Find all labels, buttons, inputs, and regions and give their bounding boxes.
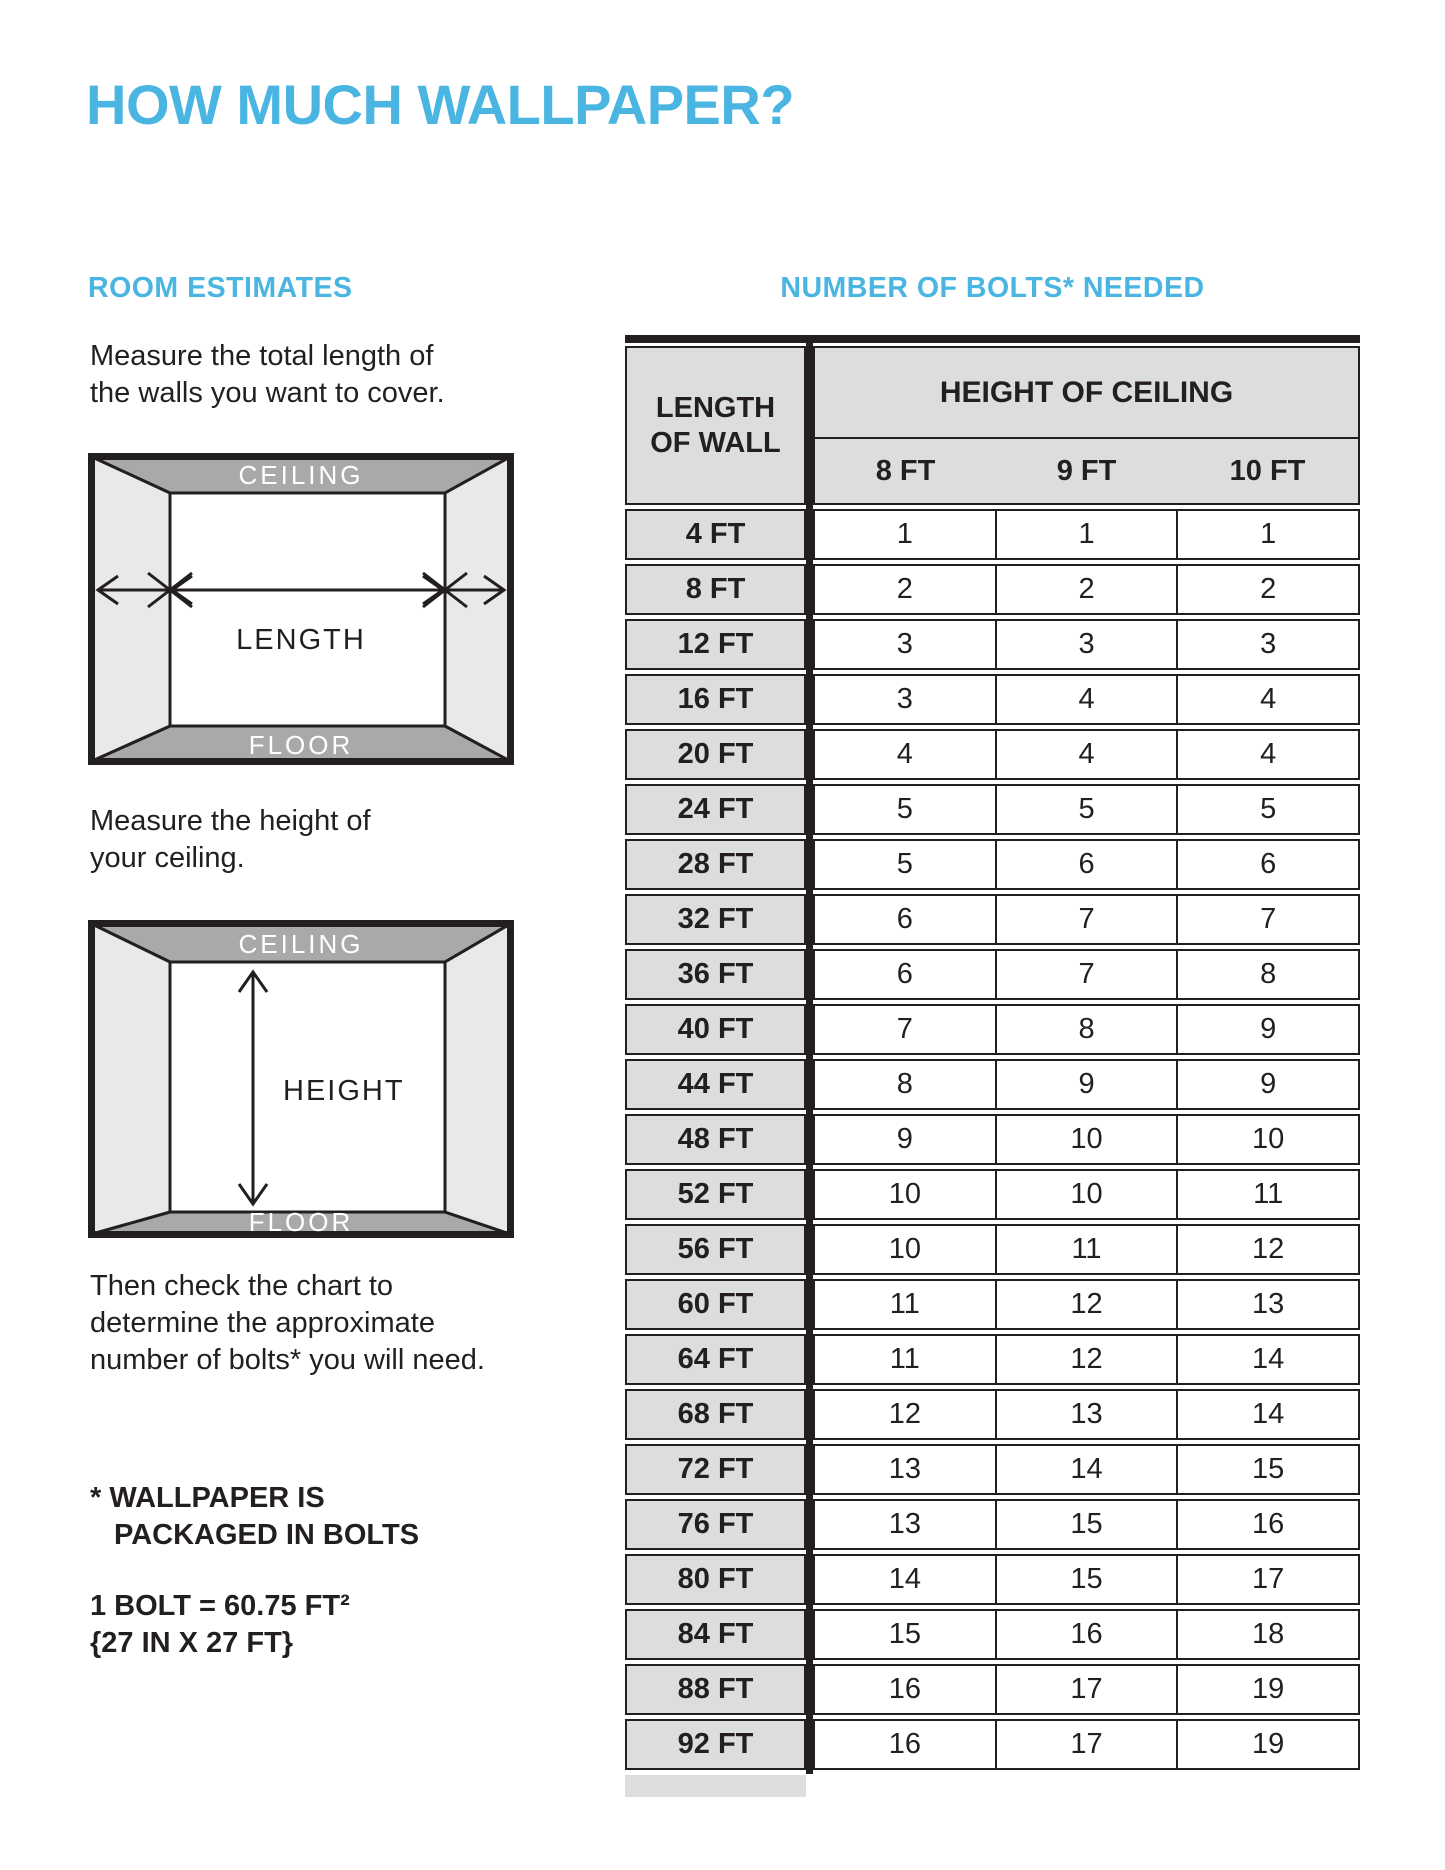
table-top-border (625, 335, 1360, 343)
bolt-count-8ft: 16 (888, 1728, 921, 1760)
instruction-line: Then check the chart to (90, 1270, 394, 1302)
bolt-count-cells (813, 1719, 1360, 1770)
bolt-count-cells (813, 1334, 1360, 1385)
bolt-count-9ft: 12 (995, 1281, 1177, 1328)
wall-length-cell: 56 FT (625, 1224, 806, 1275)
bolt-count-9ft: 13 (995, 1391, 1177, 1438)
room-height-diagram (88, 920, 514, 1238)
table-row (625, 729, 1360, 780)
bolt-count-cells (813, 839, 1360, 890)
bolt-count-10ft: 6 (1176, 841, 1358, 888)
instruction-check-chart (90, 1268, 485, 1379)
bolt-count-10ft: 18 (1176, 1611, 1358, 1658)
bolt-count-cells (813, 1114, 1360, 1165)
bolt-count-cells (813, 1664, 1360, 1715)
bolt-count-8ft: 5 (896, 793, 913, 825)
wall-length-cell: 16 FT (625, 674, 806, 725)
bolt-count-cells (813, 1004, 1360, 1055)
bolt-count-8ft: 10 (888, 1233, 921, 1265)
bolt-count-10ft: 9 (1176, 1061, 1358, 1108)
bolt-count-10ft: 19 (1176, 1721, 1358, 1768)
bolt-count-9ft: 17 (995, 1721, 1177, 1768)
bolt-count-8ft: 9 (896, 1123, 913, 1155)
bolt-count-cells (813, 1059, 1360, 1110)
bolt-count-9ft: 10 (995, 1116, 1177, 1163)
bolt-count-cells (813, 509, 1360, 560)
bolt-count-9ft: 2 (995, 566, 1177, 613)
wall-length-cell: 68 FT (625, 1389, 806, 1440)
bolt-count-10ft: 12 (1176, 1226, 1358, 1273)
table-row (625, 1554, 1360, 1605)
bolt-count-10ft: 1 (1176, 511, 1358, 558)
bolt-count-9ft: 14 (995, 1446, 1177, 1493)
instruction-line: number of bolts* you will need. (90, 1344, 485, 1376)
bolt-count-cells (813, 729, 1360, 780)
instruction-measure-length (90, 338, 445, 412)
table-row (625, 1389, 1360, 1440)
table-row (625, 1114, 1360, 1165)
table-rows (625, 509, 1360, 1774)
bolt-count-10ft: 13 (1176, 1281, 1358, 1328)
bolt-count-8ft: 5 (896, 848, 913, 880)
bolt-count-8ft: 3 (896, 683, 913, 715)
page-title: HOW MUCH WALLPAPER? (86, 73, 795, 136)
header-line: OF WALL (650, 426, 781, 459)
table-row (625, 564, 1360, 615)
table-row (625, 1169, 1360, 1220)
table-row (625, 1444, 1360, 1495)
bolt-count-10ft: 11 (1176, 1171, 1358, 1218)
bolt-count-9ft: 17 (995, 1666, 1177, 1713)
bolt-count-8ft: 6 (896, 958, 913, 990)
instruction-line: Measure the total length of (90, 340, 434, 372)
bolts-table (625, 335, 1360, 1800)
bolt-count-8ft: 10 (888, 1178, 921, 1210)
table-row (625, 784, 1360, 835)
bolt-count-cells (813, 1224, 1360, 1275)
bolt-count-9ft: 12 (995, 1336, 1177, 1383)
table-row (625, 1004, 1360, 1055)
bolt-definition-line: 1 BOLT = 60.75 FT² (90, 1590, 350, 1622)
instruction-line: the walls you want to cover. (90, 377, 445, 409)
instruction-line: your ceiling. (90, 842, 245, 874)
wall-length-cell: 12 FT (625, 619, 806, 670)
bolt-definition-line: {27 IN X 27 FT} (90, 1627, 294, 1659)
footnote-line: * WALLPAPER IS (90, 1482, 325, 1514)
bolt-count-9ft: 15 (995, 1556, 1177, 1603)
bolt-count-10ft: 17 (1176, 1556, 1358, 1603)
table-row (625, 1224, 1360, 1275)
footnote-wallpaper-bolts (90, 1480, 419, 1554)
bolt-count-9ft: 9 (995, 1061, 1177, 1108)
bolt-count-8ft: 7 (896, 1013, 913, 1045)
table-row (625, 949, 1360, 1000)
ceiling-height-subheaders (815, 439, 1358, 503)
bolt-count-9ft: 5 (995, 786, 1177, 833)
bolt-count-cells (813, 1389, 1360, 1440)
wall-length-cell: 76 FT (625, 1499, 806, 1550)
wall-length-cell: 84 FT (625, 1609, 806, 1660)
bolt-count-8ft: 14 (888, 1563, 921, 1595)
bolt-count-8ft: 12 (888, 1398, 921, 1430)
wall-length-cell: 64 FT (625, 1334, 806, 1385)
right-wall (445, 457, 510, 761)
bolt-count-cells (813, 564, 1360, 615)
bolt-count-10ft: 7 (1176, 896, 1358, 943)
table-bottom-stub (625, 1775, 806, 1797)
bolt-count-9ft: 1 (995, 511, 1177, 558)
bolt-count-cells (813, 949, 1360, 1000)
bolt-count-9ft: 16 (995, 1611, 1177, 1658)
footnote-line: PACKAGED IN BOLTS (114, 1519, 420, 1551)
table-row (625, 839, 1360, 890)
bolt-count-8ft: 1 (896, 518, 913, 550)
bolt-count-10ft: 3 (1176, 621, 1358, 668)
section-header-room-estimates: ROOM ESTIMATES (88, 272, 353, 304)
bolt-count-10ft: 9 (1176, 1006, 1358, 1053)
table-row (625, 674, 1360, 725)
bolt-count-8ft: 11 (889, 1288, 920, 1320)
bolt-count-9ft: 3 (995, 621, 1177, 668)
bolt-count-10ft: 14 (1176, 1336, 1358, 1383)
wall-length-cell: 92 FT (625, 1719, 806, 1770)
wall-length-cell: 60 FT (625, 1279, 806, 1330)
bolt-count-8ft: 11 (889, 1343, 920, 1375)
bolt-count-8ft: 6 (896, 903, 913, 935)
wall-length-cell: 4 FT (625, 509, 806, 560)
bolt-count-cells (813, 784, 1360, 835)
bolt-count-10ft: 5 (1176, 786, 1358, 833)
table-row (625, 619, 1360, 670)
bolt-count-8ft: 4 (896, 738, 913, 770)
wall-length-cell: 20 FT (625, 729, 806, 780)
bolt-count-10ft: 8 (1176, 951, 1358, 998)
ceiling-label: CEILING (238, 929, 364, 959)
room-length-diagram (88, 453, 514, 765)
bolt-count-8ft: 16 (888, 1673, 921, 1705)
wall-length-cell: 8 FT (625, 564, 806, 615)
bolt-count-cells (813, 894, 1360, 945)
bolt-count-9ft: 4 (995, 676, 1177, 723)
wall-length-cell: 28 FT (625, 839, 806, 890)
bolt-count-10ft: 4 (1176, 676, 1358, 723)
bolt-count-cells (813, 1169, 1360, 1220)
floor-label: FLOOR (248, 1207, 354, 1237)
table-row (625, 1059, 1360, 1110)
length-label: LENGTH (236, 624, 366, 656)
bolt-count-10ft: 14 (1176, 1391, 1358, 1438)
back-wall (170, 493, 445, 726)
instruction-line: determine the approximate (90, 1307, 435, 1339)
wall-length-cell: 88 FT (625, 1664, 806, 1715)
bolt-count-10ft: 15 (1176, 1446, 1358, 1493)
table-row (625, 509, 1360, 560)
bolt-count-8ft: 2 (896, 573, 913, 605)
wall-length-cell: 40 FT (625, 1004, 806, 1055)
wall-length-cell: 32 FT (625, 894, 806, 945)
bolt-count-cells (813, 1444, 1360, 1495)
section-header-bolts-needed: NUMBER OF BOLTS* NEEDED (780, 272, 1205, 304)
wall-length-cell: 48 FT (625, 1114, 806, 1165)
left-wall (92, 924, 170, 1234)
bolt-count-cells (813, 674, 1360, 725)
table-row (625, 1499, 1360, 1550)
bolt-count-8ft: 13 (888, 1453, 921, 1485)
subheader-10ft: 10 FT (1229, 454, 1306, 487)
bolt-count-cells (813, 1499, 1360, 1550)
bolt-count-cells (813, 1279, 1360, 1330)
bolt-count-9ft: 7 (995, 951, 1177, 998)
bolt-count-9ft: 8 (995, 1006, 1177, 1053)
wall-length-cell: 52 FT (625, 1169, 806, 1220)
table-row (625, 1609, 1360, 1660)
bolt-definition (90, 1588, 350, 1662)
bolt-count-9ft: 11 (995, 1226, 1177, 1273)
bolt-count-cells (813, 1609, 1360, 1660)
bolt-count-8ft: 15 (888, 1618, 921, 1650)
floor-label: FLOOR (248, 730, 354, 760)
bolt-count-8ft: 13 (888, 1508, 921, 1540)
bolt-count-8ft: 3 (896, 628, 913, 660)
bolt-count-10ft: 10 (1176, 1116, 1358, 1163)
subheader-8ft: 8 FT (875, 454, 936, 487)
header-height-of-ceiling: HEIGHT OF CEILING (815, 348, 1358, 439)
table-row (625, 1279, 1360, 1330)
bolt-count-10ft: 16 (1176, 1501, 1358, 1548)
bolt-count-9ft: 10 (995, 1171, 1177, 1218)
wall-length-cell: 44 FT (625, 1059, 806, 1110)
column-header-length-of-wall (625, 346, 806, 505)
bolt-count-cells (813, 619, 1360, 670)
bolt-count-9ft: 6 (995, 841, 1177, 888)
table-row (625, 1719, 1360, 1770)
bolt-count-9ft: 15 (995, 1501, 1177, 1548)
instruction-line: Measure the height of (90, 805, 371, 837)
table-row (625, 1334, 1360, 1385)
bolt-count-8ft: 8 (896, 1068, 913, 1100)
bolt-count-10ft: 2 (1176, 566, 1358, 613)
table-row (625, 1664, 1360, 1715)
bolt-count-10ft: 19 (1176, 1666, 1358, 1713)
header-line: LENGTH (655, 391, 776, 424)
ceiling-label: CEILING (238, 460, 364, 490)
bolt-count-9ft: 7 (995, 896, 1177, 943)
bolt-count-10ft: 4 (1176, 731, 1358, 778)
bolt-count-cells (813, 1554, 1360, 1605)
right-wall (445, 924, 510, 1234)
wall-length-cell: 36 FT (625, 949, 806, 1000)
height-label: HEIGHT (283, 1075, 405, 1107)
subheader-9ft: 9 FT (1056, 454, 1117, 487)
wall-length-cell: 72 FT (625, 1444, 806, 1495)
wall-length-cell: 80 FT (625, 1554, 806, 1605)
left-wall (92, 457, 170, 761)
wall-length-cell: 24 FT (625, 784, 806, 835)
bolt-count-9ft: 4 (995, 731, 1177, 778)
column-group-header (813, 346, 1360, 505)
instruction-measure-height (90, 803, 371, 877)
table-row (625, 894, 1360, 945)
